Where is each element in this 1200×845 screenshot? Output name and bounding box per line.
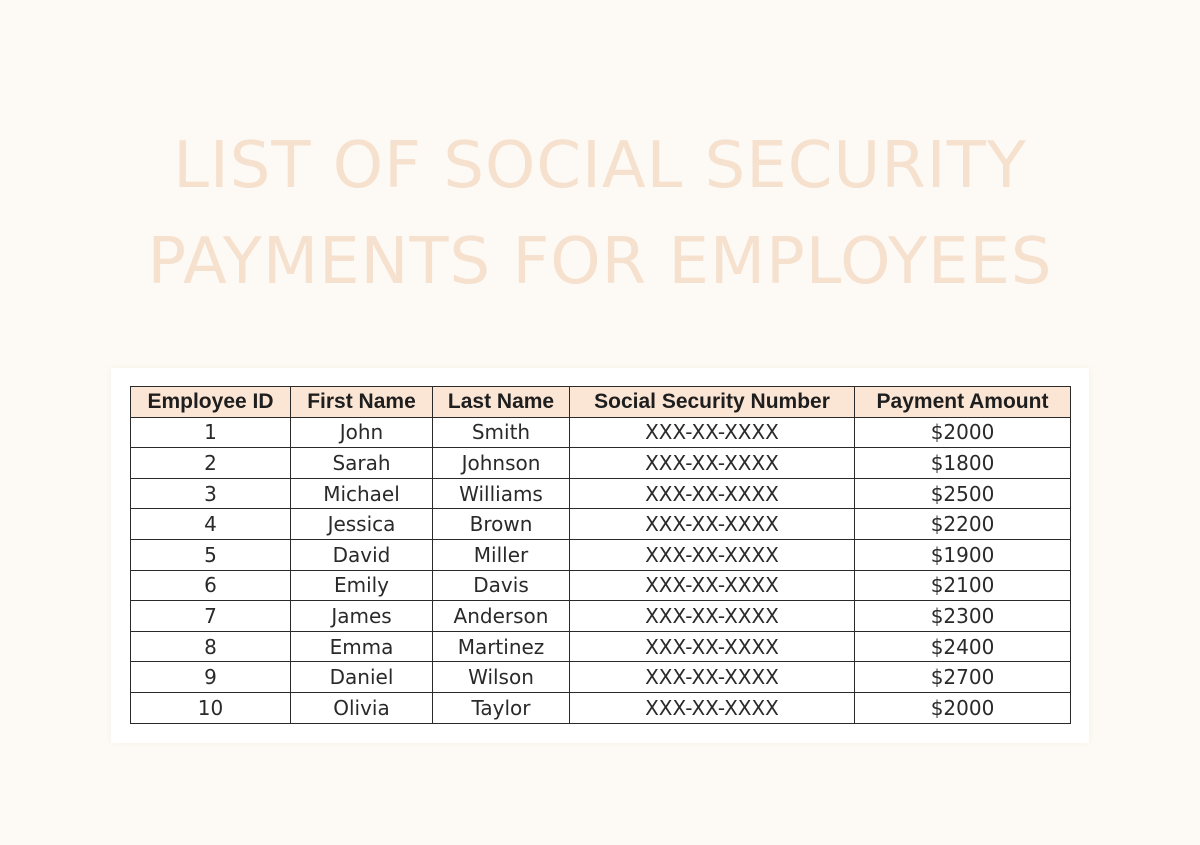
- last-name-cell: Wilson: [433, 662, 570, 693]
- first-name-cell: David: [291, 539, 433, 570]
- ssn-cell: XXX-XX-XXXX: [570, 662, 855, 693]
- first-name-cell: James: [291, 601, 433, 632]
- table-row: [131, 570, 1071, 601]
- payments-table: [130, 386, 1071, 724]
- last-name-cell: Martinez: [433, 631, 570, 662]
- ssn-cell: XXX-XX-XXXX: [570, 417, 855, 448]
- last-name-cell: Williams: [433, 478, 570, 509]
- header-first-name: First Name: [291, 387, 433, 418]
- payment-amount-cell: $2200: [855, 509, 1071, 540]
- ssn-cell: XXX-XX-XXXX: [570, 448, 855, 479]
- first-name-cell: John: [291, 417, 433, 448]
- ssn-cell: XXX-XX-XXXX: [570, 601, 855, 632]
- employee-id-cell: 4: [131, 509, 291, 540]
- employee-id-cell: 9: [131, 662, 291, 693]
- employee-id-cell: 5: [131, 539, 291, 570]
- page-title-line-2: PAYMENTS FOR EMPLOYEES: [147, 225, 1053, 299]
- employee-id-cell: 8: [131, 631, 291, 662]
- page-title-line-1: LIST OF SOCIAL SECURITY: [173, 129, 1027, 203]
- payment-amount-cell: $2500: [855, 478, 1071, 509]
- ssn-cell: XXX-XX-XXXX: [570, 478, 855, 509]
- first-name-cell: Sarah: [291, 448, 433, 479]
- page-title: [0, 118, 1200, 310]
- table-row: [131, 631, 1071, 662]
- table-card: [111, 368, 1089, 743]
- last-name-cell: Smith: [433, 417, 570, 448]
- payment-amount-cell: $2000: [855, 692, 1071, 723]
- last-name-cell: Davis: [433, 570, 570, 601]
- table-row: [131, 539, 1071, 570]
- last-name-cell: Anderson: [433, 601, 570, 632]
- last-name-cell: Miller: [433, 539, 570, 570]
- table-row: [131, 509, 1071, 540]
- payment-amount-cell: $2300: [855, 601, 1071, 632]
- payment-amount-cell: $2000: [855, 417, 1071, 448]
- employee-id-cell: 1: [131, 417, 291, 448]
- payment-amount-cell: $2700: [855, 662, 1071, 693]
- table-row: [131, 601, 1071, 632]
- header-payment-amount: Payment Amount: [855, 387, 1071, 418]
- employee-id-cell: 7: [131, 601, 291, 632]
- employee-id-cell: 2: [131, 448, 291, 479]
- payment-amount-cell: $1800: [855, 448, 1071, 479]
- last-name-cell: Brown: [433, 509, 570, 540]
- first-name-cell: Michael: [291, 478, 433, 509]
- first-name-cell: Emily: [291, 570, 433, 601]
- table-row: [131, 448, 1071, 479]
- ssn-cell: XXX-XX-XXXX: [570, 509, 855, 540]
- payment-amount-cell: $2100: [855, 570, 1071, 601]
- last-name-cell: Taylor: [433, 692, 570, 723]
- header-last-name: Last Name: [433, 387, 570, 418]
- table-row: [131, 662, 1071, 693]
- table-body: [131, 417, 1071, 723]
- ssn-cell: XXX-XX-XXXX: [570, 631, 855, 662]
- table-row: [131, 417, 1071, 448]
- employee-id-cell: 10: [131, 692, 291, 723]
- ssn-cell: XXX-XX-XXXX: [570, 692, 855, 723]
- first-name-cell: Emma: [291, 631, 433, 662]
- first-name-cell: Olivia: [291, 692, 433, 723]
- header-employee-id: Employee ID: [131, 387, 291, 418]
- table-header-row: [131, 387, 1071, 418]
- employee-id-cell: 3: [131, 478, 291, 509]
- first-name-cell: Jessica: [291, 509, 433, 540]
- ssn-cell: XXX-XX-XXXX: [570, 570, 855, 601]
- payment-amount-cell: $2400: [855, 631, 1071, 662]
- payment-amount-cell: $1900: [855, 539, 1071, 570]
- table-row: [131, 478, 1071, 509]
- ssn-cell: XXX-XX-XXXX: [570, 539, 855, 570]
- header-ssn: Social Security Number: [570, 387, 855, 418]
- employee-id-cell: 6: [131, 570, 291, 601]
- last-name-cell: Johnson: [433, 448, 570, 479]
- first-name-cell: Daniel: [291, 662, 433, 693]
- table-row: [131, 692, 1071, 723]
